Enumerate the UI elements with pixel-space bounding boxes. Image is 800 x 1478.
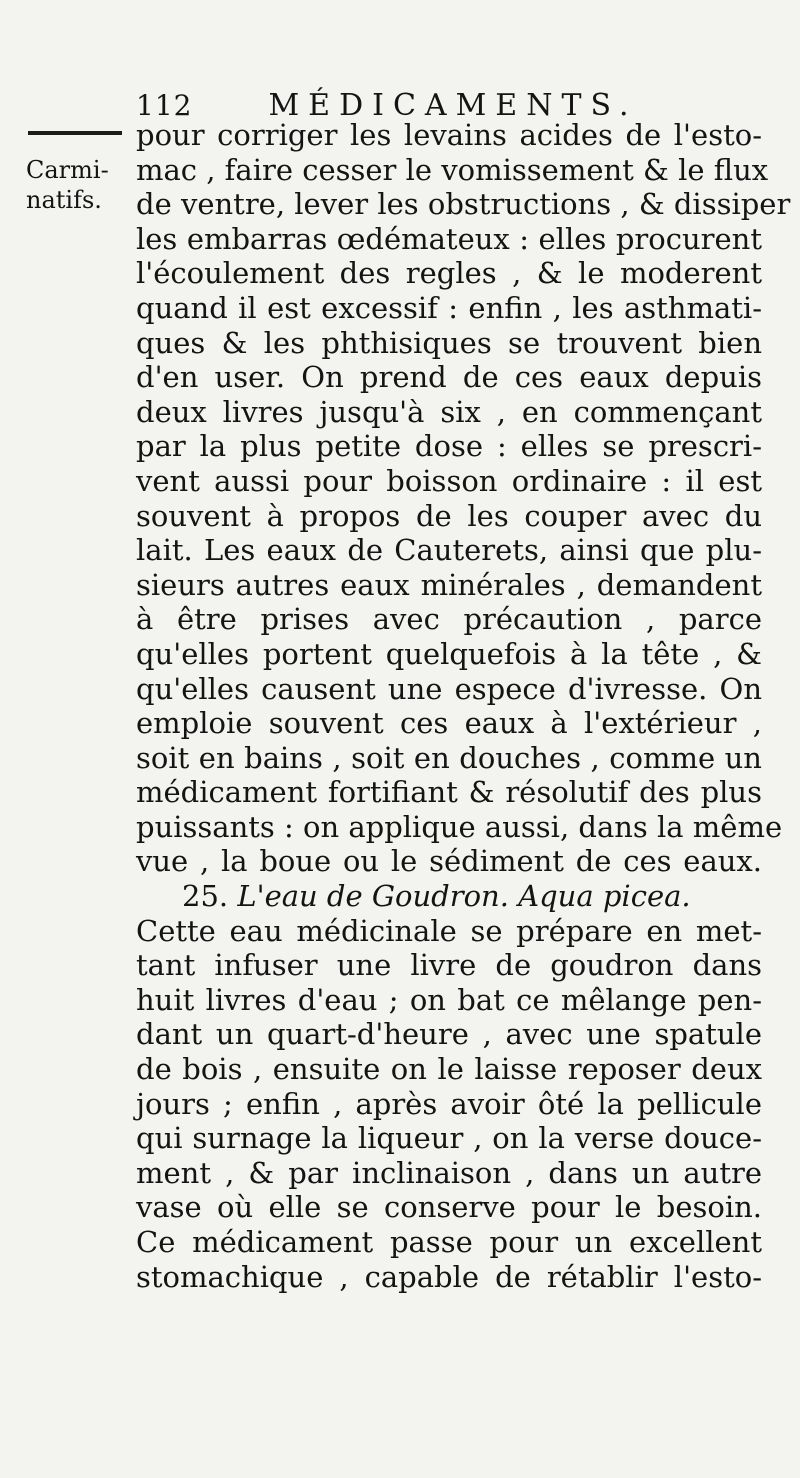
text-line: Cette eau médicinale se prépare en met- [136,913,762,948]
text-line: sieurs autres eaux minérales , demandent [136,567,762,602]
text-line: d'en user. On prend de ces eaux depuis [136,360,762,395]
text-line: par la plus petite dose : elles se prescri- [136,429,762,464]
text-line: jours ; enfin , après avoir ôté la pellicule [136,1086,762,1121]
text-line: qu'elles portent quelquefois à la tête , & [136,636,762,671]
text-line: lait. Les eaux de Cauterets, ainsi que plu- [136,533,762,568]
text-line: soit en bains , soit en douches , comme un [136,740,762,775]
margin-note [26,155,130,215]
text-line: vue , la boue ou le sédiment de ces eaux. [136,844,762,879]
section-latin-title: Aqua picea. [518,879,691,914]
text-line: qui surnage la liqueur , on la verse douce- [136,1121,762,1156]
text-line: qu'elles causent une espece d'ivresse. On [136,671,762,706]
text-line: tant infuser une livre de goudron dans [136,948,762,983]
text-line: ques & les phthisiques se trouvent bien [136,325,762,360]
page-number: 112 [136,89,193,122]
text-line: vase où elle se conserve pour le besoin. [136,1190,762,1225]
text-line: à être prises avec précaution , parce [136,602,762,637]
text-line: de ventre, lever les obstructions , & dissiper [136,187,791,222]
margin-rule [28,131,122,135]
text-line: mac , faire cesser le vomissement & le flux [136,152,769,187]
text-line: deux livres jusqu'à six , en commençant [136,394,762,429]
text-line: emploie souvent ces eaux à l'extérieur , [136,706,762,741]
text-line: pour corriger les levains acides de l'esto- [136,118,762,152]
running-title: MÉDICAMENTS. [268,88,638,123]
text-line: de bois , ensuite on le laisse reposer deux [136,1052,762,1087]
margin-note-line: natifs. [26,186,102,214]
section-heading [136,879,762,914]
section-number: 25. [182,879,229,914]
body-text [136,118,791,1294]
text-line: les embarras œdémateux : elles procurent [136,221,762,256]
margin-note-line: Carmi- [26,156,109,184]
text-line: souvent à propos de les couper avec du [136,498,762,533]
section-title: L'eau de Goudron. [237,879,509,914]
text-line: quand il est excessif : enfin , les asthmati- [136,290,762,325]
text-line: Ce médicament passe pour un excellent [136,1225,762,1259]
text-line: vent aussi pour boisson ordinaire : il est [136,463,762,498]
text-line: puissants : on applique aussi, dans la même [136,809,783,844]
text-line: médicament fortifiant & résolutif des plus [136,775,762,810]
text-line: ment , & par inclinaison , dans un autre [136,1155,762,1190]
text-line: huit livres d'eau ; on bat ce mêlange pen- [136,982,762,1017]
text-line: l'écoulement des regles , & le moderent [136,256,762,291]
text-line: dant un quart-d'heure , avec une spatule [136,1017,762,1052]
text-line: stomachique , capable de rétablir l'esto- [136,1259,762,1294]
